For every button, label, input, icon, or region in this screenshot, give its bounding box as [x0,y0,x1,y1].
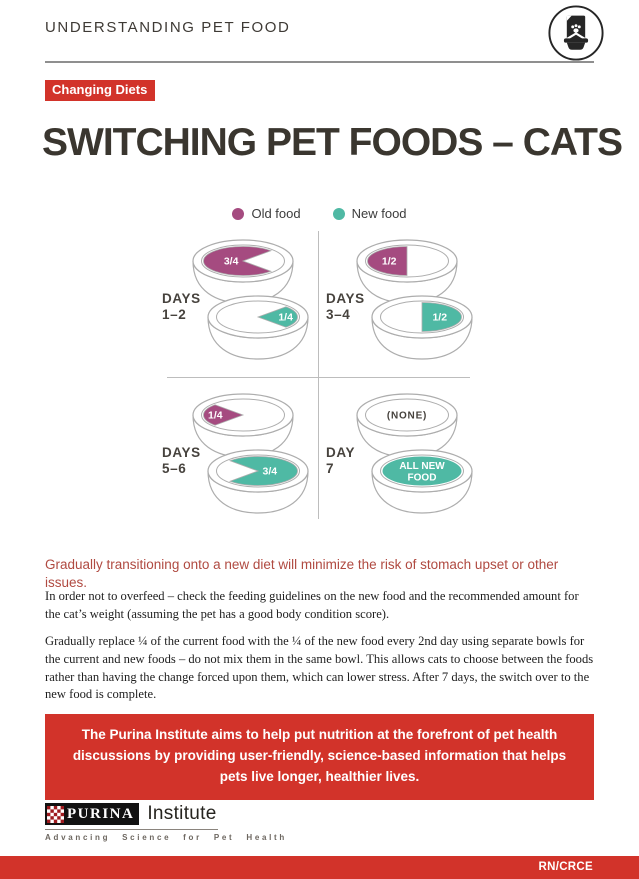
purina-checkerboard-icon [47,806,64,823]
pet-food-bag-and-bowl-icon [547,4,605,62]
svg-text:1/2: 1/2 [432,311,448,324]
purina-institute-info-box: The Purina Institute aims to help put nutrition at the forefront of pet health discussions by providing user-friendly, science-based information that helps pets live longer, healthier lives. [45,714,594,800]
day-label: DAYS 1–2 [162,291,201,322]
quadrant-days-3-4 [322,228,482,380]
body-paragraph-2: Gradually replace ¼ of the current food with the ¼ of the new food every 2nd day using separate bowls for the current and new foods – do not mix them in the same bowl. This allows cats to choose between the foods rather than having the change forced upon them, which can lower stress. After 7 days, the switch over to the new food is complete. [45,633,594,702]
doc-code: RN/CRCE [538,861,593,873]
new-food-dot-icon [333,208,345,220]
day-label: DAYS 5–6 [162,445,201,476]
page-eyebrow-title: UNDERSTANDING PET FOOD [45,19,291,36]
legend-item-new-food [333,206,407,221]
day-label: DAYS 3–4 [326,291,365,322]
svg-text:1/2: 1/2 [381,255,397,268]
purina-wordmark: PURINA [67,805,135,822]
svg-text:3/4: 3/4 [262,465,278,478]
svg-text:3/4: 3/4 [223,255,239,268]
day-label: DAY 7 [326,445,356,476]
logo-divider [45,829,218,830]
svg-text:FOOD: FOOD [407,472,437,484]
quadrant-days-1-2 [158,228,318,380]
callout-text: Gradually transitioning onto a new diet will minimize the risk of stomach upset or other issues. [45,557,559,591]
institute-wordmark: Institute [147,803,217,824]
svg-text:(NONE): (NONE) [386,410,428,422]
diagram-divider-vertical [318,231,319,519]
body-paragraph-1: In order not to overfeed – check the feeding guidelines on the new food and the recommended amount for the cat’s weight (assuming the pet has a good body condition score). [45,589,579,621]
purina-wordmark-box [45,803,139,825]
svg-text:1/4: 1/4 [278,311,293,324]
legend-label-old-food: Old food [251,206,301,221]
footer-bar [0,856,639,879]
purina-institute-logo [45,803,287,842]
svg-text:ALL NEW: ALL NEW [399,461,445,472]
legend [0,206,639,221]
changing-diets-badge: Changing Diets [45,80,155,101]
quadrant-days-5-6 [158,382,318,534]
logo-tagline: Advancing Science for Pet Health [45,833,287,842]
header-divider [45,61,594,63]
svg-text:1/4: 1/4 [208,409,223,422]
legend-item-old-food [232,206,300,221]
quadrant-day-7 [322,382,482,534]
old-food-dot-icon [232,208,244,220]
page-title: SWITCHING PET FOODS – CATS [42,121,622,164]
legend-label-new-food: New food [351,206,407,221]
